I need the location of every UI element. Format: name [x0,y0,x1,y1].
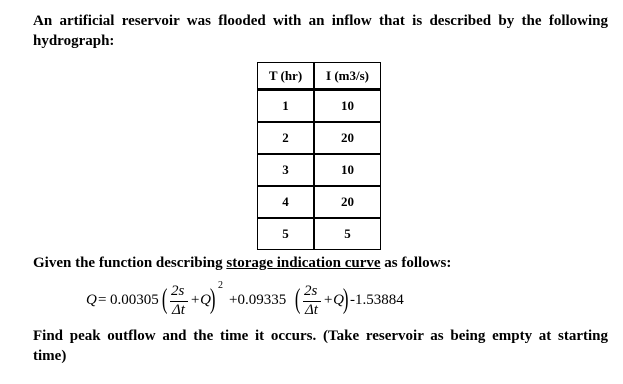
eq-paren-open-2: ( [294,284,301,315]
cell-inflow: 10 [314,89,381,122]
header-inflow: I (m3/s) [314,62,381,89]
eq-plus-q-1: +Q [190,292,211,308]
cell-time: 2 [257,122,314,154]
intro-line-1: An artificial reservoir was flooded with an inflow that is described by the following [33,13,608,29]
eq-equals: = [98,292,107,308]
eq-frac-denominator-2: Δt [305,302,318,318]
table-row [257,122,381,154]
problem-intro [33,11,608,51]
eq-paren-open-1: ( [161,284,168,315]
eq-plus-q-2: +Q [323,292,344,308]
eq-tail-constant: -1.53884 [350,292,404,308]
eq-frac-numerator-2: 2s [304,283,318,299]
eq-frac-denominator-1: Δt [172,302,185,318]
intro-line-2: hydrograph: [33,33,115,49]
table-row [257,154,381,186]
eq-coef-1: 0.00305 [110,292,159,308]
given-prefix: Given the function describing [33,255,227,271]
table-row [257,89,381,122]
cell-time: 3 [257,154,314,186]
cell-inflow: 20 [314,122,381,154]
find-line-1: Find peak outflow and the time it occurs. (Take reservoir as being empty at starting [33,328,608,344]
problem-question [33,326,608,366]
eq-paren-close-1: ) [209,284,216,315]
table-row [257,186,381,218]
find-line-2: time) [33,348,67,364]
cell-time: 1 [257,89,314,122]
given-suffix: as follows: [380,255,452,271]
eq-frac-numerator-1: 2s [171,283,185,299]
header-time: T (hr) [257,62,314,89]
given-statement [33,253,608,273]
eq-coef-2: +0.09335 [229,292,287,308]
cell-inflow: 5 [314,218,381,250]
storage-indication-link-text: storage indication curve [226,255,381,271]
cell-time: 4 [257,186,314,218]
cell-inflow: 20 [314,186,381,218]
cell-time: 5 [257,218,314,250]
eq-exponent: 2 [218,280,223,291]
cell-inflow: 10 [314,154,381,186]
eq-paren-close-2: ) [342,284,349,315]
table-row [257,218,381,250]
eq-q-symbol: Q [86,292,97,308]
hydrograph-table [257,62,381,250]
table-header-row [257,62,381,89]
